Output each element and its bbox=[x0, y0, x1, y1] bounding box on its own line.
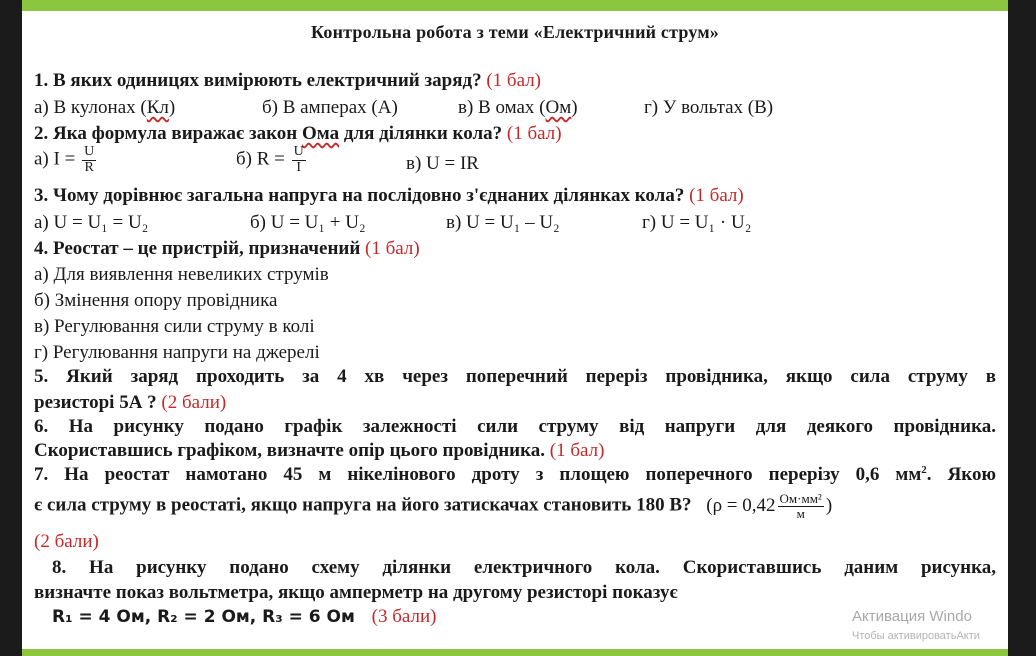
question-7-line-1: 7. На реостат намотано 45 м нікелінового дроту з площею поперечного перерізу 0,6 $мм^2$. Якою bbox=[34, 464, 997, 485]
question-5-line-2: резисторі 5А ? (2 бали) bbox=[34, 392, 227, 413]
question-6-points: (1 бал) bbox=[549, 440, 605, 461]
resistor-values: R₁ = 4 Ом, R₂ = 2 Ом, R₃ = 6 Ом bbox=[52, 607, 355, 627]
question-1-text: 1. В яких одиницях вимірюють електричний заряд? bbox=[34, 70, 482, 91]
q1-answer-d: г) У вольтах (В) bbox=[644, 97, 774, 118]
q3-answer-a: а) U = U₁ = U₂ bbox=[34, 212, 149, 233]
question-7-points: (2 бали) bbox=[34, 531, 99, 552]
question-7-line-2: є сила струму в реостаті, якщо напруга на його затискачах становить 180 В? (ρ = 0,42 $\frac{\text{Ом·мм²}}{м}$ ) bbox=[34, 491, 833, 521]
question-2 bbox=[34, 123, 562, 145]
q1-answer-c: в) В омах (Ом) bbox=[458, 97, 578, 118]
resistivity-formula: (ρ = 0,42 $\frac{\text{Ом·мм²}}{м}$ ) bbox=[706, 491, 833, 521]
question-6-line-1: 6. На рисунку подано графік залежності сили струму від напруги для деякого провідника. bbox=[34, 416, 996, 437]
question-1 bbox=[34, 70, 541, 92]
q4-answer-a: а) Для виявлення невеликих струмів bbox=[34, 264, 329, 285]
q2-answer-c: в) U = IR bbox=[406, 153, 479, 174]
q3-answer-c: в) U = U₁ – U₂ bbox=[446, 212, 560, 233]
question-2-points: (1 бал) bbox=[506, 123, 562, 144]
question-4 bbox=[34, 238, 420, 260]
question-4-points: (1 бал) bbox=[365, 238, 420, 259]
question-8-line-3 bbox=[52, 606, 436, 628]
question-8-line-2: визначте показ вольтметра, якщо амперметр на другому резисторі показує bbox=[34, 582, 678, 603]
q2-answer-b: б) R = $\frac{U}{I}$ bbox=[236, 144, 304, 175]
top-accent-bar bbox=[22, 0, 1008, 11]
q1-answer-b: б) В амперах (А) bbox=[262, 97, 398, 118]
bottom-accent-bar bbox=[22, 649, 1008, 656]
windows-activation-hint: Чтобы активироватьАкти bbox=[852, 630, 980, 642]
question-8-points: (3 бали) bbox=[371, 606, 437, 627]
question-4-text: 4. Реостат – це пристрій, призначений bbox=[34, 238, 361, 259]
q2-answer-a: а) I = $\frac{U}{R}$ bbox=[34, 144, 95, 175]
q3-answer-b: б) U = U₁ + U₂ bbox=[250, 212, 366, 233]
q3-answer-d: г) U = U₁ · U₂ bbox=[642, 212, 752, 233]
question-8-line-1: 8. На рисунку подано схему ділянки електричного кола. Скориставшись даним рисунка, bbox=[52, 557, 996, 578]
question-2-text: 2. Яка формула виражає закон Ома для ділянки кола? bbox=[34, 123, 503, 144]
windows-activation-watermark: Активация Windo bbox=[852, 608, 972, 625]
question-6-line-2: Скориставшись графіком, визначте опір цього провідника. (1 бал) bbox=[34, 440, 605, 461]
question-5-points: (2 бали) bbox=[161, 392, 227, 413]
q4-answer-c: в) Регулювання сили струму в колі bbox=[34, 316, 315, 337]
q4-answer-d: г) Регулювання напруги на джерелі bbox=[34, 342, 320, 363]
page-title: Контрольна робота з теми «Електричний струм» bbox=[311, 22, 719, 42]
document-slide bbox=[22, 0, 1008, 656]
question-5-line-1: 5. Який заряд проходить за 4 хв через поперечний переріз провідника, якщо сила струму в bbox=[34, 366, 996, 387]
question-3-text: 3. Чому дорівнює загальна напруга на послідовно з'єднаних ділянках кола? bbox=[34, 185, 685, 206]
question-1-points: (1 бал) bbox=[486, 70, 542, 91]
question-3 bbox=[34, 185, 744, 207]
question-3-points: (1 бал) bbox=[689, 185, 744, 206]
q1-answer-a: а) В кулонах (Кл) bbox=[34, 97, 176, 118]
q4-answer-b: б) Змінення опору провідника bbox=[34, 290, 278, 311]
